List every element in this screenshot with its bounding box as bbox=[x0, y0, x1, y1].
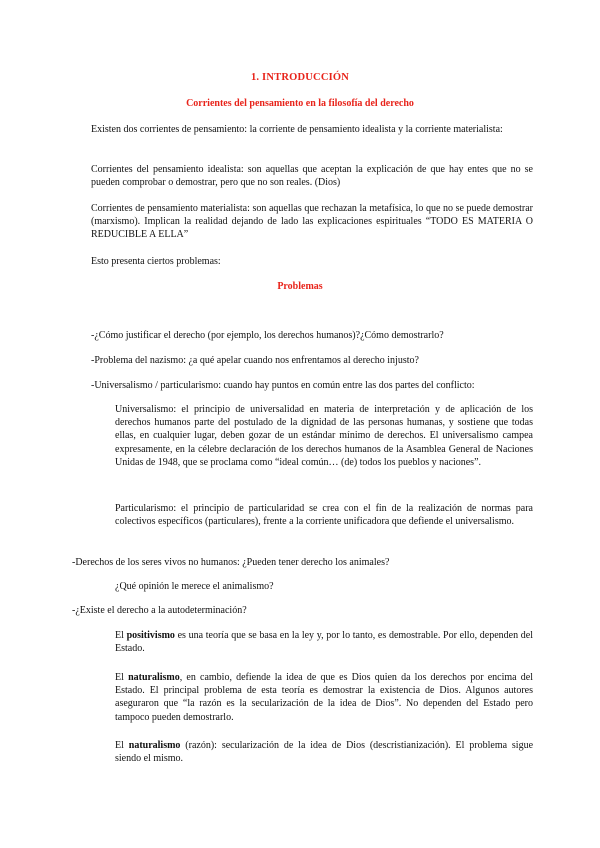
problem-item-5: -¿Existe el derecho a la autodeterminación? bbox=[72, 605, 247, 616]
naturalism-paragraph-2: El naturalismo (razón): secularización de la idea de Dios (descristianización). El problema sigue siendo el mismo. bbox=[115, 740, 534, 765]
positivism-paragraph: El positivismo es una teoría que se basa en la ley y, por lo tanto, es demostrable. Por ello, dependen del Estado. bbox=[115, 630, 533, 655]
intro-paragraph-2: Corrientes del pensamiento idealista: son aquellas que aceptan la explicación de que hay entes que no se pueden comprobar o demostrar, pero que no son reales. (Dios) bbox=[91, 164, 533, 189]
particularism-paragraph: Particularismo: el principio de particularidad se crea con el fin de la realización de normas para colectivos específicos (particulares), frente a la corriente unificadora que defiende el universalismo. bbox=[115, 503, 533, 528]
section-title: 1. INTRODUCCIÓN bbox=[250, 72, 350, 83]
intro-paragraph-4: Esto presenta ciertos problemas: bbox=[91, 256, 221, 267]
intro-paragraph-3: Corrientes de pensamiento materialista: son aquellas que rechazan la metafísica, lo que no se puede demostrar (marxismo). Implican la realidad dejando de lado las explicaciones espirituales “TODO ES MATERIA O REDUCIBLE A ELLA” bbox=[91, 203, 533, 241]
problem-item-2: -Problema del nazismo: ¿a qué apelar cuando nos enfrentamos al derecho injusto? bbox=[91, 355, 419, 366]
animalism-question: ¿Qué opinión le merece el animalismo? bbox=[115, 581, 274, 592]
positivism-term: positivismo bbox=[126, 630, 175, 641]
problems-heading: Problemas bbox=[277, 281, 323, 292]
section-subtitle: Corrientes del pensamiento en la filosofía del derecho bbox=[186, 98, 414, 109]
naturalism-reason-term: naturalismo bbox=[128, 740, 181, 751]
naturalism-paragraph-1: El naturalismo, en cambio, defiende la idea de que es Dios quien da los derechos por encima del Estado. El principal problema de esta teoría es demostrar la existencia de Dios. Algunos autores aseguraron que “la razón es la secularización de la idea de Dios”. No dependen del Estado pero tampoco pueden demostrarlo. bbox=[115, 672, 533, 723]
naturalism-term: naturalismo bbox=[128, 672, 180, 683]
problem-item-3: -Universalismo / particularismo: cuando hay puntos en común entre las dos partes del conflicto: bbox=[91, 380, 475, 391]
problem-item-4: -Derechos de los seres vivos no humanos: ¿Pueden tener derecho los animales? bbox=[72, 557, 390, 568]
universalism-paragraph: Universalismo: el principio de universalidad en materia de interpretación y de aplicación de los derechos humanos parte del postulado de la dignidad de las personas humanas, y sostiene que todas ellas, en cualquier lugar, deben gozar de un estándar mínimo de derechos. El universalismo campea expresamente, en la célebre declaración de los derechos humanos de la Asamblea General de Naciones Unidas de 1948, que se proclama como “ideal común… (de) todos los pueblos y naciones”. bbox=[115, 404, 533, 468]
intro-paragraph-1: Existen dos corrientes de pensamiento: la corriente de pensamiento idealista y la corriente materialista: bbox=[91, 124, 503, 135]
problem-item-1: -¿Cómo justificar el derecho (por ejemplo, los derechos humanos)?¿Cómo demostrarlo? bbox=[91, 330, 444, 341]
